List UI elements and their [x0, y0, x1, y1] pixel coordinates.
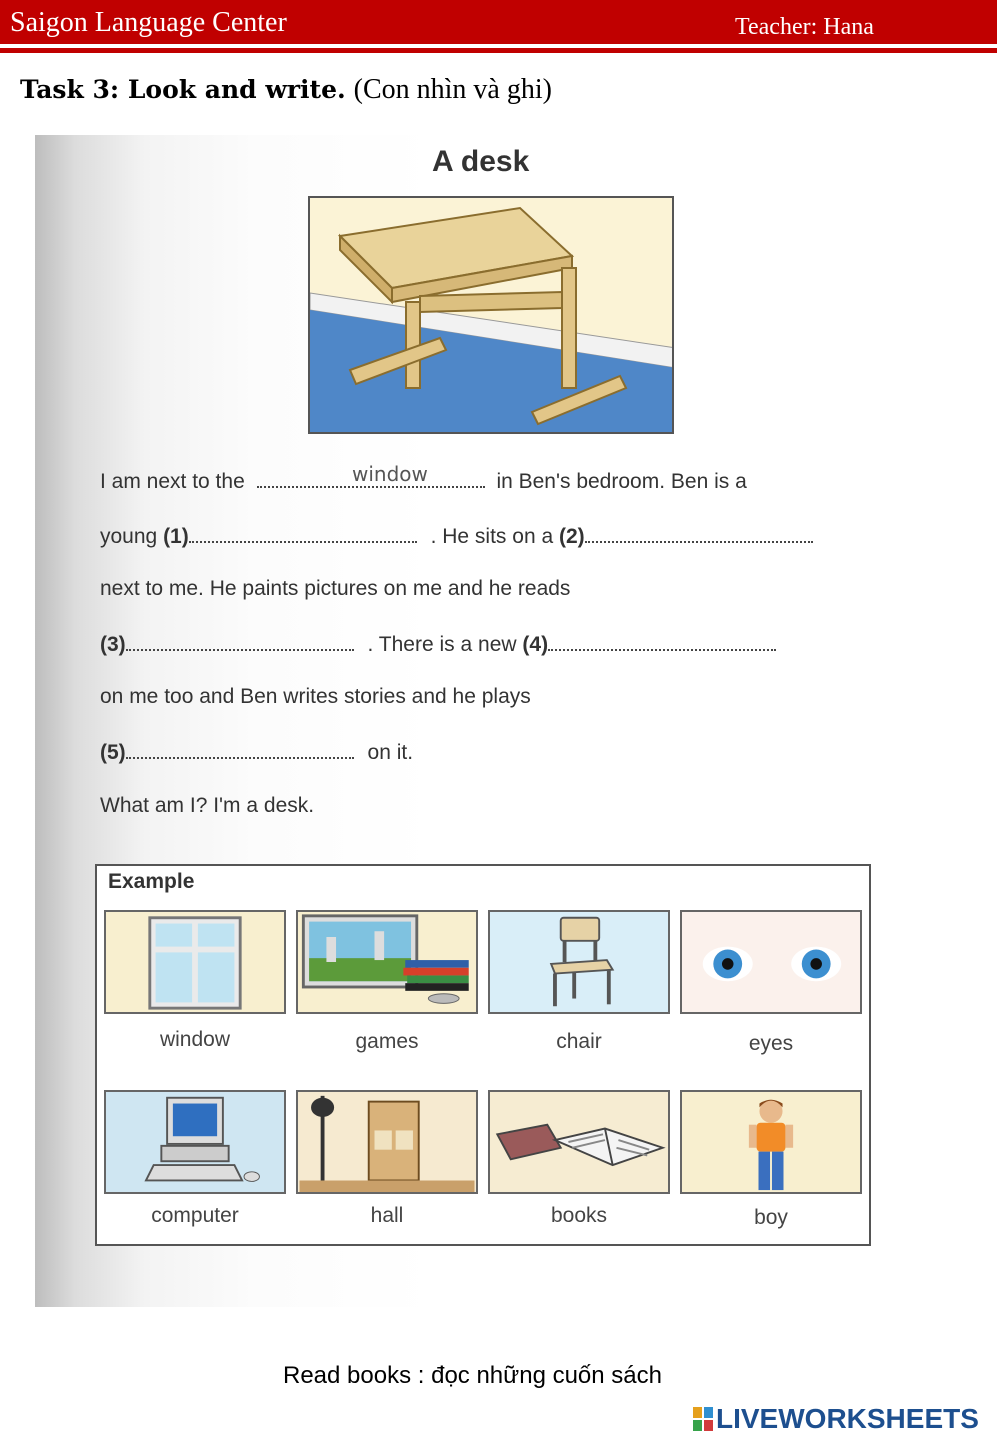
footer-note: Read books : đọc những cuốn sách — [283, 1362, 662, 1389]
blank-number-2: (2) — [558, 525, 585, 548]
text-line-5: on me too and Ben writes stories and he plays — [100, 685, 531, 708]
word-books: books — [550, 1204, 608, 1227]
boy-picture — [680, 1090, 862, 1194]
liveworksheets-logo — [693, 1403, 979, 1435]
computer-picture — [104, 1090, 286, 1194]
text-line-7: What am I? I'm a desk. — [100, 794, 315, 817]
brand-text: LIVEWORKSHEETS — [716, 1403, 979, 1434]
blank-number-5: (5) — [100, 741, 126, 764]
text-line-3: next to me. He paints pictures on me and he reads — [100, 577, 571, 600]
word-window: window — [159, 1028, 231, 1051]
text-line-1: I am next to the in Ben's bedroom. Ben is a — [100, 470, 747, 493]
answer-blank-4[interactable] — [548, 631, 776, 651]
handwritten-answer: window — [352, 462, 428, 486]
answer-blank-3[interactable] — [126, 631, 354, 651]
blank-number-4: (4) — [522, 633, 549, 656]
header-rule — [0, 48, 997, 53]
word-games: games — [355, 1030, 419, 1053]
task-subtitle: (Con nhìn và ghi) — [353, 74, 552, 105]
word-computer: computer — [151, 1204, 239, 1227]
answer-blank-5[interactable] — [126, 739, 354, 759]
hall-picture — [296, 1090, 478, 1194]
teacher-name: Teacher: Hana — [735, 14, 874, 40]
games-picture — [296, 910, 478, 1014]
word-eyes: eyes — [748, 1032, 794, 1055]
task-heading — [20, 74, 552, 106]
chair-picture — [488, 910, 670, 1014]
task-title: Task 3: Look and write. — [20, 75, 346, 104]
blank-number-3: (3) — [100, 633, 126, 656]
worksheet-title: A desk — [432, 145, 530, 178]
word-chair: chair — [556, 1030, 602, 1053]
liveworksheets-icon — [693, 1406, 713, 1430]
desk-illustration — [308, 196, 674, 434]
text-line-6: (5) on it. — [100, 741, 414, 764]
answer-blank-2[interactable] — [585, 523, 813, 543]
word-boy: boy — [754, 1206, 788, 1229]
text-line-2: young (1) . He sits on a (2) — [100, 523, 813, 549]
school-name: Saigon Language Center — [10, 7, 287, 38]
example-title: Example — [108, 870, 195, 893]
books-picture — [488, 1090, 670, 1194]
answer-blank-1[interactable] — [189, 523, 417, 543]
window-picture — [104, 910, 286, 1014]
blank-number-1: (1) — [163, 525, 189, 548]
eyes-picture — [680, 910, 862, 1014]
text-line-4: (3) . There is a new (4) — [100, 631, 776, 657]
word-hall: hall — [370, 1204, 404, 1227]
